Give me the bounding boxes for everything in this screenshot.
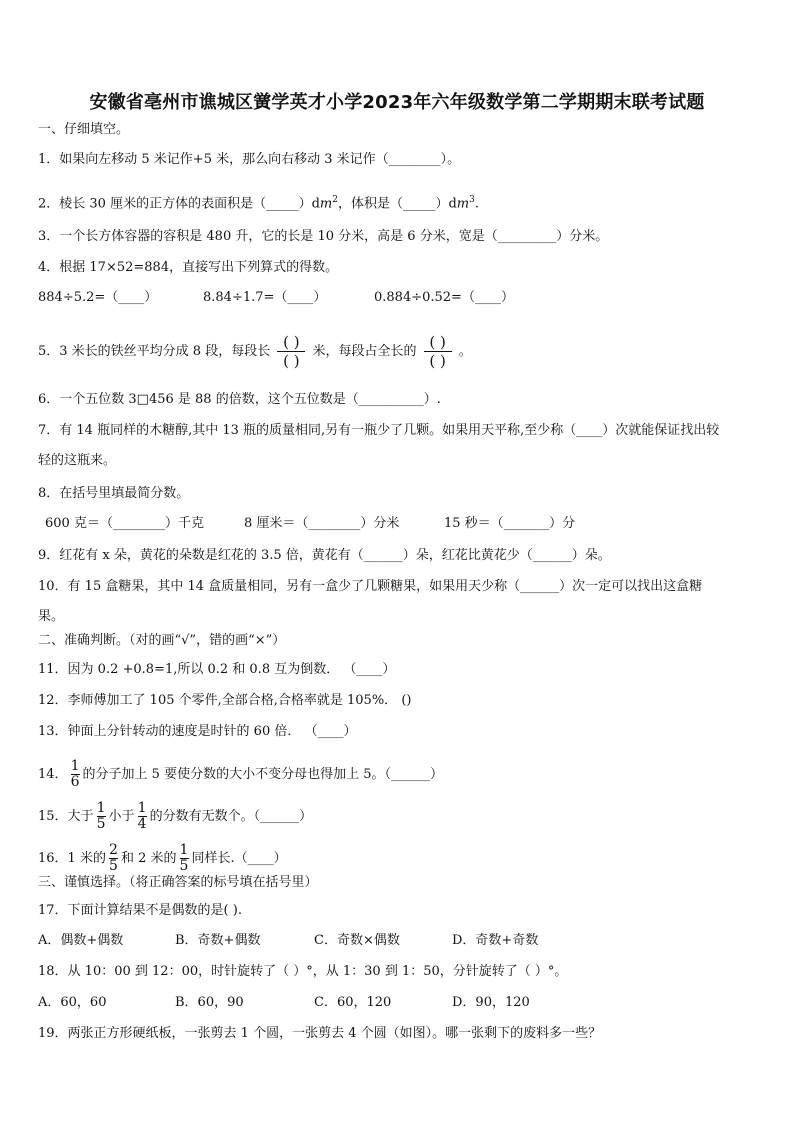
fraction-two-fifths xyxy=(109,843,118,874)
question-9: 9．红花有 x 朵，黄花的朵数是红花的 3.5 倍，黄花有（______）朵，红花比黄花少（______）朵。 xyxy=(38,548,611,563)
question-16-mid: 和 2 米的 xyxy=(120,851,177,866)
question-10-line-2: 果。 xyxy=(38,609,65,624)
page-title: 安徽省亳州市谯城区黉学英才小学2023年六年级数学第二学期期末联考试题 xyxy=(89,92,705,113)
section-1-heading: 一、仔细填空。 xyxy=(38,122,130,137)
question-15 xyxy=(38,801,312,832)
fraction-one-fifth xyxy=(97,801,106,832)
fraction-one-sixth xyxy=(71,759,80,790)
question-5 xyxy=(38,333,472,370)
fraction-denominator: 5 xyxy=(96,816,106,832)
question-18-option-c: C．60，120 xyxy=(314,995,392,1010)
question-13: 13．钟面上分针转动的速度是时针的 60 倍． （____） xyxy=(38,724,357,739)
question-6: 6．一个五位数 3□456 是 88 的倍数，这个五位数是（__________）. xyxy=(38,392,441,407)
question-17-option-d: D．奇数+奇数 xyxy=(452,933,539,948)
fraction-numerator: 1 xyxy=(96,800,106,816)
question-8-item-c: 15 秒＝（_______）分 xyxy=(444,516,576,531)
exponent-3: 3 xyxy=(469,195,475,205)
question-11: 11．因为 0.2 +0.8=1,所以 0.2 和 0.8 互为倒数． （____） xyxy=(38,662,396,677)
section-2-heading: 二、准确判断。（对的画“√”，错的画“×”） xyxy=(38,633,286,648)
fraction-one-fourth xyxy=(138,801,147,832)
question-4-item-a: 884÷5.2=（____） xyxy=(38,290,158,305)
question-8-item-a: 600 克＝（________）千克 xyxy=(45,516,204,531)
question-18-option-a: A．60，60 xyxy=(38,995,107,1010)
fraction-blank xyxy=(277,333,305,370)
fraction-denominator: 6 xyxy=(70,774,80,790)
fraction-denominator: 5 xyxy=(108,858,118,874)
question-14 xyxy=(38,759,443,790)
unit-m: m xyxy=(456,196,470,212)
fraction-numerator: 1 xyxy=(70,758,80,774)
question-15-text: 的分数有无数个。（______） xyxy=(149,809,313,824)
question-5-part-a: 5．3 米长的铁丝平均分成 8 段，每段长 xyxy=(38,344,271,359)
fraction-numerator: 1 xyxy=(137,800,147,816)
fraction-denominator: 5 xyxy=(179,858,189,874)
exponent-2: 2 xyxy=(332,195,338,205)
fraction-denominator: 4 xyxy=(137,816,147,832)
fraction-numerator: ( ) xyxy=(429,333,446,351)
question-15-mid: 小于 xyxy=(108,809,135,824)
question-7-line-1: 7．有 14 瓶同样的木糖醇,其中 13 瓶的质量相同,另有一瓶少了几颗。如果用天平称,至少称（____）次就能保证找出较 xyxy=(38,423,720,438)
question-2 xyxy=(38,191,479,213)
question-18-option-b: B．60，90 xyxy=(175,995,244,1010)
section-3-heading: 三、谨慎选择。（将正确答案的标号填在括号里） xyxy=(38,875,318,890)
question-14-text: 的分子加上 5 要使分数的大小不变分母也得加上 5。（______） xyxy=(82,767,443,782)
question-16-text: 同样长.（____） xyxy=(191,851,287,866)
question-4-item-c: 0.884÷0.52=（____） xyxy=(374,290,514,305)
fraction-numerator: 1 xyxy=(179,842,189,858)
question-2-part-c: . xyxy=(474,196,479,212)
question-3: 3．一个长方体容器的容积是 480 升，它的长是 10 分米，高是 6 分米，宽是（_________）分米。 xyxy=(38,229,609,244)
question-2-part-b: ，体积是（_____）d xyxy=(337,196,457,212)
question-4: 4．根据 17×52=884，直接写出下列算式的得数。 xyxy=(38,260,339,275)
question-8: 8．在括号里填最简分数。 xyxy=(38,486,190,501)
question-17: 17．下面计算结果不是偶数的是( ). xyxy=(38,903,242,918)
question-19: 19．两张正方形硬纸板，一张剪去 1 个圆，一张剪去 4 个圆（如图）。哪一张剩下的废料多一些？ xyxy=(38,1026,602,1041)
question-8-item-b: 8 厘米＝（________）分米 xyxy=(244,516,400,531)
question-16-lead: 16．1 米的 xyxy=(38,851,106,866)
question-17-option-c: C．奇数×偶数 xyxy=(314,933,400,948)
question-17-option-b: B．奇数+偶数 xyxy=(175,933,261,948)
fraction-numerator: ( ) xyxy=(283,333,300,351)
question-1: 1．如果向左移动 5 米记作+5 米，那么向右移动 3 米记作（________）。 xyxy=(38,152,461,167)
question-18: 18．从 10：00 到 12：00，时针旋转了（ ）°，从 1：30 到 1：50，分针旋转了（ ）°。 xyxy=(38,964,568,979)
fraction-denominator: ( ) xyxy=(429,352,446,370)
question-14-number: 14． xyxy=(38,767,68,782)
question-17-option-a: A．偶数+偶数 xyxy=(38,933,124,948)
question-2-part-a: 2．棱长 30 厘米的正方体的表面积是（_____）d xyxy=(38,196,320,212)
fraction-blank xyxy=(424,333,452,370)
question-10-line-1: 10．有 15 盒糖果，其中 14 盒质量相同，另有一盒少了几颗糖果，如果用天少称（______）次一定可以找出这盒糖 xyxy=(38,579,703,594)
unit-m: m xyxy=(319,196,333,212)
question-16 xyxy=(38,843,287,874)
question-15-lead: 15．大于 xyxy=(38,809,94,824)
question-12: 12．李师傅加工了 105 个零件,全部合格,合格率就是 105%． () xyxy=(38,693,412,708)
fraction-numerator: 2 xyxy=(108,842,118,858)
question-4-item-b: 8.84÷1.7=（____） xyxy=(203,290,327,305)
question-18-option-d: D．90，120 xyxy=(452,995,530,1010)
question-7-line-2: 轻的这瓶来。 xyxy=(38,453,117,468)
fraction-denominator: ( ) xyxy=(283,352,300,370)
fraction-one-fifth xyxy=(180,843,189,874)
question-5-part-b: 米，每段占全长的 xyxy=(312,344,417,359)
question-5-part-c: 。 xyxy=(458,344,472,359)
